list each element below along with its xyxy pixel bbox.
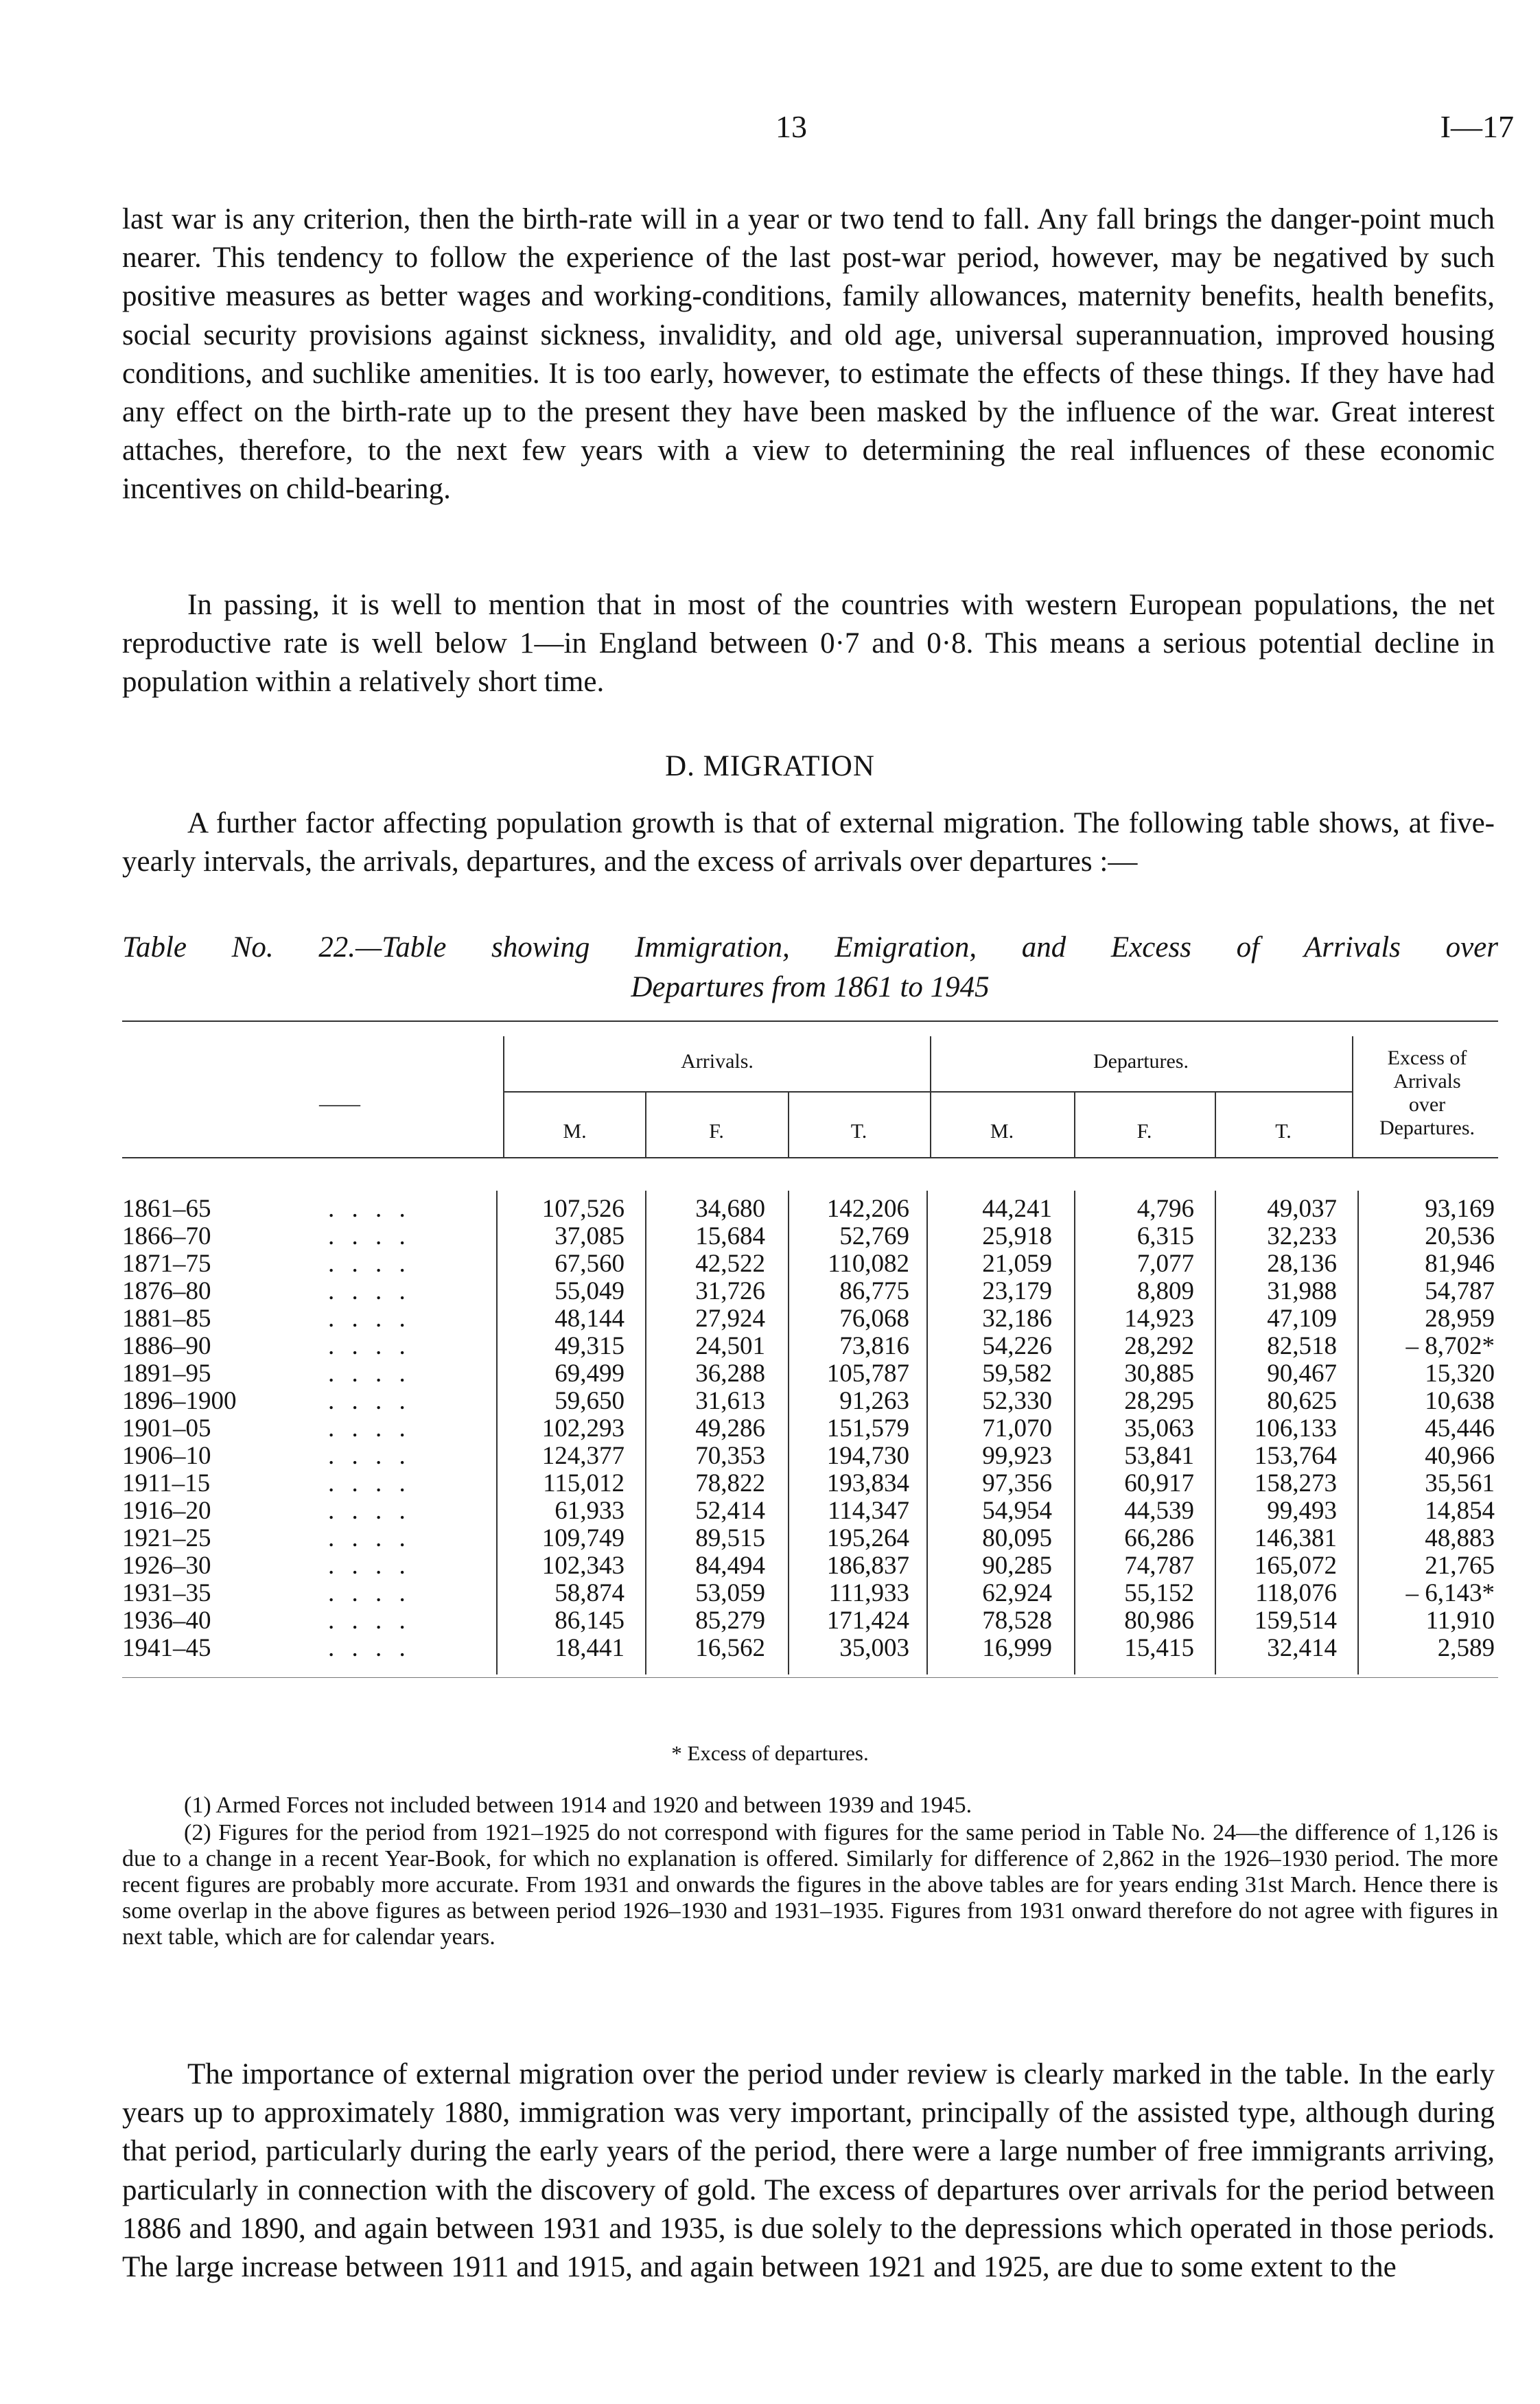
excess: 11,910 [1425, 1607, 1495, 1635]
excess: – 8,702* [1405, 1332, 1495, 1360]
departures-f: 44,539 [1124, 1497, 1194, 1525]
departures-m: 52,330 [982, 1387, 1052, 1415]
departures-f: 80,986 [1124, 1607, 1194, 1635]
departures-m: 90,285 [982, 1552, 1052, 1580]
excess: 28,959 [1425, 1305, 1495, 1333]
arrivals-t: 105,787 [826, 1359, 909, 1388]
departures-f: 55,152 [1124, 1579, 1194, 1607]
arrivals-t: 114,347 [828, 1497, 909, 1525]
period: 1886–90 [122, 1332, 211, 1360]
header-arrivals-f: F. [709, 1120, 724, 1143]
arrivals-m: 37,085 [555, 1222, 625, 1250]
excess: 35,561 [1425, 1469, 1495, 1497]
departures-f: 74,787 [1124, 1552, 1194, 1580]
arrivals-group-rule [504, 1091, 930, 1093]
period: 1931–35 [122, 1579, 211, 1607]
excess: 81,946 [1425, 1250, 1495, 1278]
leader-dots: . . . . [328, 1579, 411, 1607]
table-caption-line-1: Table No. 22.—Table showing Immigration, Emigration, and Excess of Arrivals over [122, 931, 1498, 964]
departures-t: 118,076 [1255, 1579, 1337, 1607]
departures-t: 28,136 [1267, 1250, 1337, 1278]
paragraph-external-migration: The importance of external migration over the period under review is clearly marked in the table. In the early years up to approximately 1880, immigration was very important, principally of the assisted type, although during that period, particularly during the early years of the period, there were a large number of free immigrants arriving, particularly in connection with the discovery of gold. The excess of departures over arrivals for the period between 1886 and 1890, and again between 1931 and 1935, is due solely to the depressions which operated in those periods. The large increase between 1911 and 1915, and again between 1921 and 1925, are due to some extent to the [122, 2058, 1495, 2284]
header-arrivals-m: M. [563, 1120, 587, 1143]
table-row [122, 1249, 1498, 1276]
arrivals-t: 142,206 [826, 1195, 909, 1223]
departures-t: 31,988 [1267, 1277, 1337, 1305]
departures-f: 28,295 [1124, 1387, 1194, 1415]
leader-dots: . . . . [328, 1387, 411, 1415]
page-reference: I—17 [1440, 109, 1514, 144]
departures-m: 62,924 [982, 1579, 1052, 1607]
arrivals-t: 186,837 [826, 1552, 909, 1580]
period: 1906–10 [122, 1442, 211, 1470]
header-departures-m: M. [990, 1120, 1014, 1143]
arrivals-t: 76,068 [839, 1305, 909, 1333]
table-caption-line-2: Departures from 1861 to 1945 [631, 971, 990, 1003]
header-corner: —— [319, 1093, 360, 1115]
table-bottom-rule [122, 1677, 1498, 1678]
arrivals-f: 42,522 [695, 1250, 765, 1278]
departures-t: 106,133 [1254, 1414, 1337, 1443]
arrivals-t: 35,003 [839, 1634, 909, 1662]
leader-dots: . . . . [328, 1497, 411, 1525]
leader-dots: . . . . [328, 1359, 411, 1388]
leader-dots: . . . . [328, 1332, 411, 1360]
arrivals-m: 48,144 [555, 1305, 625, 1333]
arrivals-f: 31,726 [695, 1277, 765, 1305]
arrivals-t: 151,579 [826, 1414, 909, 1443]
leader-dots: . . . . [328, 1607, 411, 1635]
departures-t: 90,467 [1267, 1359, 1337, 1388]
table-row [122, 1386, 1498, 1414]
arrivals-f: 27,924 [695, 1305, 765, 1333]
leader-dots: . . . . [328, 1222, 411, 1250]
arrivals-m: 115,012 [543, 1469, 625, 1497]
table-top-rule [122, 1020, 1498, 1022]
leader-dots: . . . . [328, 1469, 411, 1497]
arrivals-m: 102,343 [541, 1552, 625, 1580]
departures-m: 80,095 [982, 1524, 1052, 1552]
departures-f: 60,917 [1124, 1469, 1194, 1497]
arrivals-t: 171,424 [826, 1607, 909, 1635]
departures-t: 165,072 [1254, 1552, 1337, 1580]
departures-f: 7,077 [1136, 1250, 1194, 1278]
header-excess [1353, 1047, 1501, 1140]
table-caption [122, 928, 1498, 1007]
arrivals-f: 84,494 [695, 1552, 765, 1580]
departures-m: 99,923 [982, 1442, 1052, 1470]
departures-t: 80,625 [1267, 1387, 1337, 1415]
arrivals-f: 78,822 [695, 1469, 765, 1497]
departures-m: 78,528 [982, 1607, 1052, 1635]
excess: 48,883 [1425, 1524, 1495, 1552]
header-arrivals: Arrivals. [681, 1050, 754, 1073]
table-row [122, 1496, 1498, 1524]
arrivals-f: 36,288 [695, 1359, 765, 1388]
departures-f: 30,885 [1124, 1359, 1194, 1388]
departures-m: 44,241 [982, 1195, 1052, 1223]
period: 1871–75 [122, 1250, 211, 1278]
departures-f: 8,809 [1136, 1277, 1194, 1305]
arrivals-f: 31,613 [695, 1387, 765, 1415]
arrivals-t: 110,082 [828, 1250, 909, 1278]
table-row [122, 1578, 1498, 1606]
arrivals-m: 109,749 [541, 1524, 625, 1552]
leader-dots: . . . . [328, 1414, 411, 1443]
departures-group-rule [930, 1091, 1352, 1093]
arrivals-m: 69,499 [555, 1359, 625, 1388]
departures-f: 28,292 [1124, 1332, 1194, 1360]
leader-dots: . . . . [328, 1195, 411, 1223]
table-row [122, 1222, 1498, 1249]
leader-dots: . . . . [328, 1250, 411, 1278]
page-number: 13 [775, 109, 807, 144]
arrivals-f: 85,279 [695, 1607, 765, 1635]
paragraph-migration-intro: A further factor affecting population growth is that of external migration. The following table shows, at five-yearly intervals, the arrivals, departures, and the excess of arrivals over departures :— [122, 807, 1495, 878]
period: 1911–15 [122, 1469, 211, 1497]
arrivals-f: 16,562 [695, 1634, 765, 1662]
table-row [122, 1194, 1498, 1222]
excess: 14,854 [1425, 1497, 1495, 1525]
excess: 10,638 [1425, 1387, 1495, 1415]
departures-m: 32,186 [982, 1305, 1052, 1333]
excess: 45,446 [1425, 1414, 1495, 1443]
departures-m: 71,070 [982, 1414, 1052, 1443]
arrivals-f: 24,501 [695, 1332, 765, 1360]
arrivals-f: 34,680 [695, 1195, 765, 1223]
arrivals-t: 73,816 [839, 1332, 909, 1360]
departures-t: 153,764 [1254, 1442, 1337, 1470]
header-excess-line: Arrivals [1393, 1070, 1461, 1093]
departures-t: 47,109 [1267, 1305, 1337, 1333]
excess: 15,320 [1425, 1359, 1495, 1388]
departures-t: 32,233 [1267, 1222, 1337, 1250]
arrivals-f: 70,353 [695, 1442, 765, 1470]
arrivals-m: 58,874 [555, 1579, 625, 1607]
period: 1861–65 [122, 1195, 211, 1223]
period: 1866–70 [122, 1222, 211, 1250]
excess: 40,966 [1425, 1442, 1495, 1470]
arrivals-t: 193,834 [826, 1469, 909, 1497]
departures-m: 25,918 [982, 1222, 1052, 1250]
period: 1876–80 [122, 1277, 211, 1305]
note-armed-forces: (1) Armed Forces not included between 1914 and 1920 and between 1939 and 1945. [184, 1793, 972, 1818]
arrivals-m: 102,293 [541, 1414, 625, 1443]
period: 1941–45 [122, 1634, 211, 1662]
period: 1881–85 [122, 1305, 211, 1333]
period: 1916–20 [122, 1497, 211, 1525]
arrivals-f: 52,414 [695, 1497, 765, 1525]
arrivals-t: 91,263 [839, 1387, 909, 1415]
arrivals-t: 194,730 [826, 1442, 909, 1470]
excess: 54,787 [1425, 1277, 1495, 1305]
arrivals-f: 89,515 [695, 1524, 765, 1552]
excess: 21,765 [1425, 1552, 1495, 1580]
table-row [122, 1469, 1498, 1496]
period: 1901–05 [122, 1414, 211, 1443]
leader-dots: . . . . [328, 1277, 411, 1305]
header-excess-line: Excess of [1387, 1047, 1467, 1069]
arrivals-t: 111,933 [828, 1579, 909, 1607]
departures-t: 158,273 [1254, 1469, 1337, 1497]
table-row [122, 1524, 1498, 1551]
table-row [122, 1606, 1498, 1633]
departures-f: 35,063 [1124, 1414, 1194, 1443]
excess: 93,169 [1425, 1195, 1495, 1223]
excess: 20,536 [1425, 1222, 1495, 1250]
arrivals-m: 18,441 [555, 1634, 625, 1662]
arrivals-m: 61,933 [555, 1497, 625, 1525]
arrivals-t: 195,264 [826, 1524, 909, 1552]
table-row [122, 1633, 1498, 1661]
period: 1926–30 [122, 1552, 211, 1580]
arrivals-m: 107,526 [541, 1195, 625, 1223]
departures-t: 146,381 [1254, 1524, 1337, 1552]
departures-m: 21,059 [982, 1250, 1052, 1278]
header-departures-f: F. [1136, 1120, 1152, 1143]
table-row [122, 1276, 1498, 1304]
header-excess-line: Departures. [1379, 1117, 1475, 1139]
departures-m: 54,226 [982, 1332, 1052, 1360]
leader-dots: . . . . [328, 1552, 411, 1580]
table-row [122, 1304, 1498, 1331]
arrivals-m: 86,145 [555, 1607, 625, 1635]
arrivals-m: 49,315 [555, 1332, 625, 1360]
departures-t: 82,518 [1267, 1332, 1337, 1360]
arrivals-t: 86,775 [839, 1277, 909, 1305]
departures-m: 97,356 [982, 1469, 1052, 1497]
departures-f: 14,923 [1124, 1305, 1194, 1333]
table-row [122, 1441, 1498, 1469]
arrivals-m: 67,560 [555, 1250, 625, 1278]
arrivals-m: 55,049 [555, 1277, 625, 1305]
period: 1936–40 [122, 1607, 211, 1635]
departures-m: 54,954 [982, 1497, 1052, 1525]
header-excess-line: over [1408, 1093, 1446, 1116]
table-header-rule [122, 1157, 1498, 1158]
header-arrivals-t: T. [850, 1120, 867, 1143]
period: 1921–25 [122, 1524, 211, 1552]
paragraph-birth-rate: last war is any criterion, then the birth-rate will in a year or two tend to fall. Any fall brings the danger-point much nearer. This tendency to follow the experience of the last post-war period, however, may be negatived by such positive measures as better wages and working-conditions, family allowances, maternity benefits, health benefits, social security provisions against sickness, invalidity, and old age, universal superannuation, improved housing conditions, and suchlike amenities. It is too early, however, to estimate the effects of these things. If they have had any effect on the birth-rate up to the present they have been masked by the influence of the war. Great interest attaches, therefore, to the next few years with a view to determining the real influences of these economic incentives on child-bearing. [122, 203, 1495, 506]
departures-f: 6,315 [1136, 1222, 1194, 1250]
table-row [122, 1414, 1498, 1441]
leader-dots: . . . . [328, 1634, 411, 1662]
departures-t: 32,414 [1267, 1634, 1337, 1662]
section-heading: D. MIGRATION [665, 750, 875, 782]
arrivals-t: 52,769 [839, 1222, 909, 1250]
departures-m: 59,582 [982, 1359, 1052, 1388]
table-row [122, 1331, 1498, 1359]
departures-f: 4,796 [1136, 1195, 1194, 1223]
leader-dots: . . . . [328, 1305, 411, 1333]
arrivals-f: 53,059 [695, 1579, 765, 1607]
period: 1891–95 [122, 1359, 211, 1388]
departures-t: 159,514 [1254, 1607, 1337, 1635]
arrivals-m: 59,650 [555, 1387, 625, 1415]
leader-dots: . . . . [328, 1442, 411, 1470]
header-departures-t: T. [1275, 1120, 1292, 1143]
arrivals-m: 124,377 [541, 1442, 625, 1470]
leader-dots: . . . . [328, 1524, 411, 1552]
header-departures: Departures. [1093, 1050, 1189, 1073]
departures-f: 53,841 [1124, 1442, 1194, 1470]
excess: 2,589 [1437, 1634, 1495, 1662]
excess-departures-note: * Excess of departures. [671, 1741, 869, 1765]
excess: – 6,143* [1405, 1579, 1495, 1607]
departures-f: 66,286 [1124, 1524, 1194, 1552]
arrivals-f: 49,286 [695, 1414, 765, 1443]
note-figures: (2) Figures for the period from 1921–1925 do not correspond with figures for the same period in Table No. 24—the difference of 1,126 is due to a change in a recent Year-Book, for which no explanation is offered. Similarly for difference of 2,862 in the 1926–1930 period. The more recent figures are probably more accurate. From 1931 and onwards the figures in the above tables are for years ending 31st March. Hence there is some overlap in the above figures as between period 1926–1930 and 1931–1935. Figures from 1931 onward therefore do not agree with figures in next table, which are for calendar years. [122, 1820, 1498, 1950]
departures-t: 99,493 [1267, 1497, 1337, 1525]
departures-f: 15,415 [1124, 1634, 1194, 1662]
paragraph-reproductive-rate: In passing, it is well to mention that in most of the countries with western European populations, the net reproductive rate is well below 1—in England between 0·7 and 0·8. This means a serious potential decline in population within a relatively short time. [122, 589, 1495, 699]
departures-t: 49,037 [1267, 1195, 1337, 1223]
departures-m: 16,999 [982, 1634, 1052, 1662]
table-row [122, 1359, 1498, 1386]
table-row [122, 1551, 1498, 1578]
period: 1896–1900 [122, 1387, 237, 1415]
departures-m: 23,179 [982, 1277, 1052, 1305]
arrivals-f: 15,684 [695, 1222, 765, 1250]
